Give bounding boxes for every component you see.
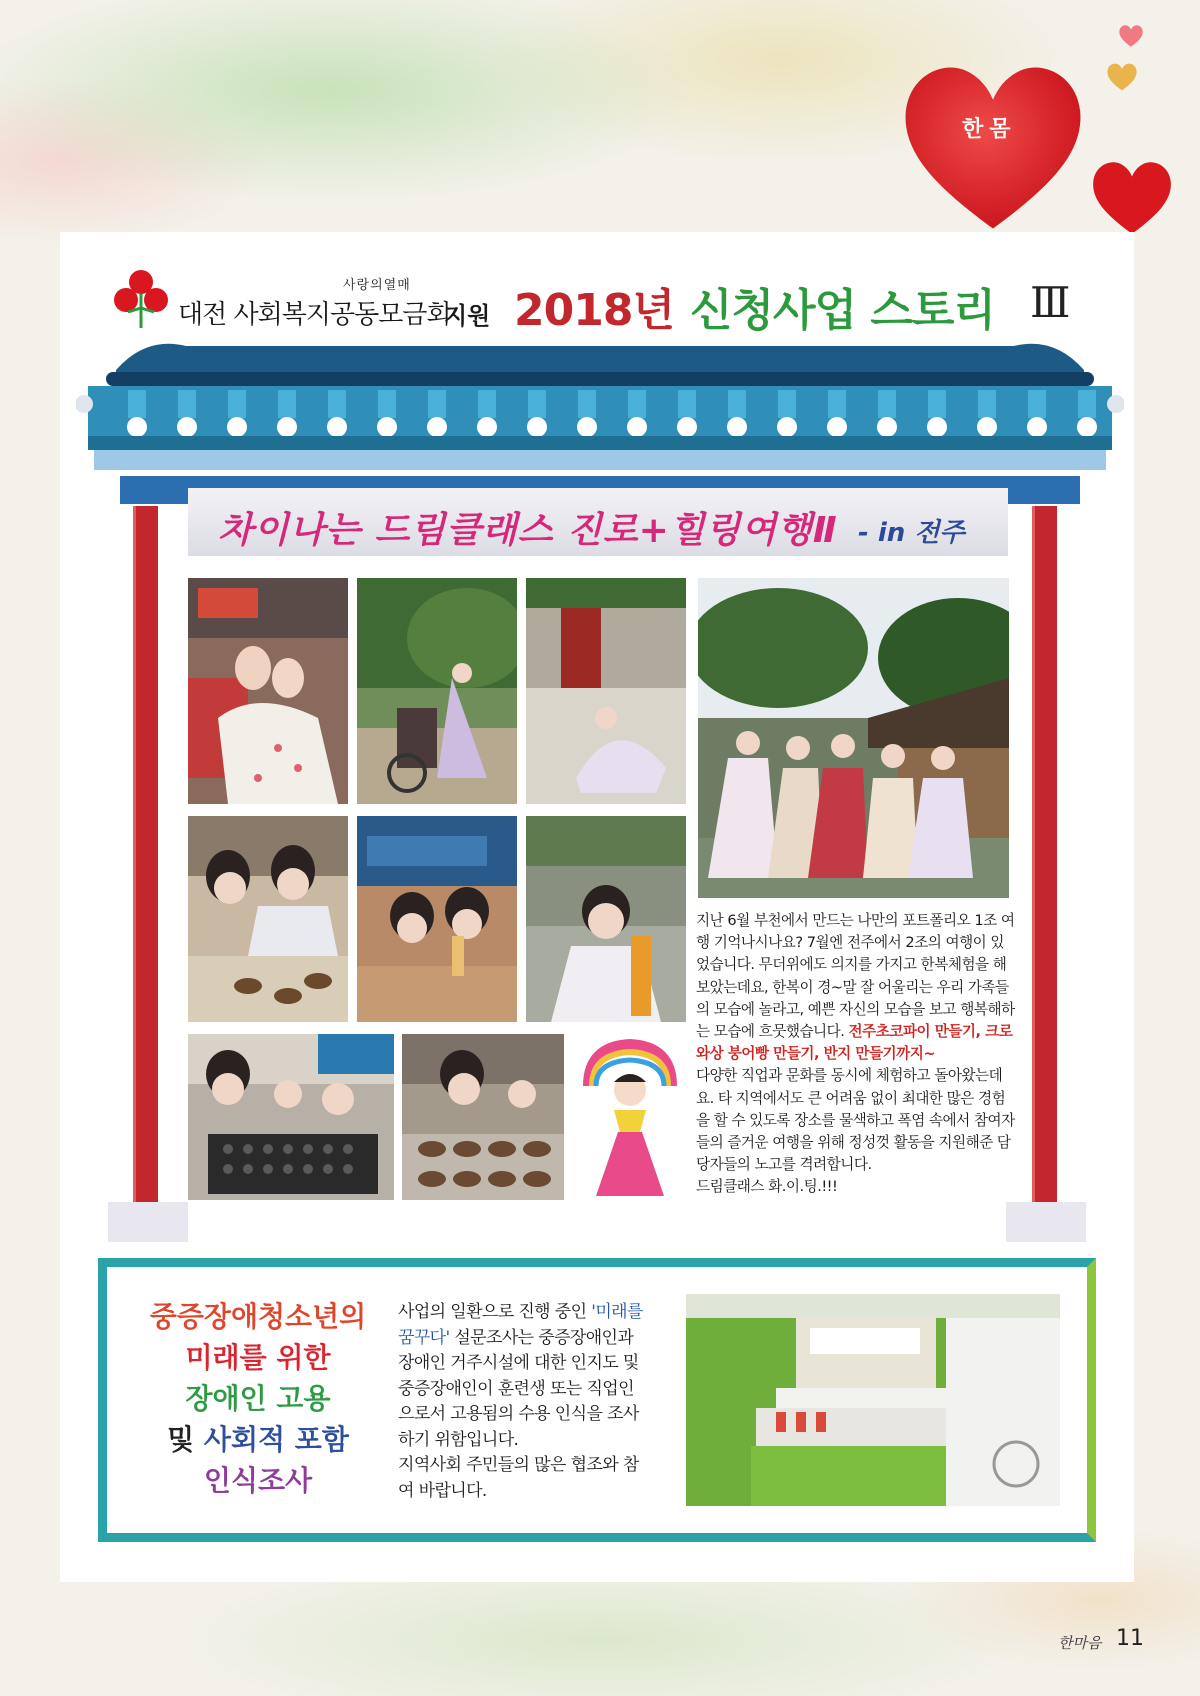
wheelchair-park-photo xyxy=(357,578,517,804)
survey-title-line-2: 미래를 위한 xyxy=(185,1341,331,1374)
title-number: Ⅲ xyxy=(1030,278,1071,327)
hanbok-pair-photo xyxy=(188,578,348,804)
tiny-heart-icon xyxy=(1118,24,1144,48)
survey-text xyxy=(398,1300,644,1504)
bungeoppang-baking-photo xyxy=(188,1034,394,1200)
left-pillar xyxy=(133,506,158,1206)
wheelchair-smile-photo xyxy=(526,816,686,1022)
fruit-of-love-logo-icon xyxy=(110,268,172,332)
support-label: 지원 xyxy=(444,302,491,330)
section-label: 한몸 xyxy=(962,117,1017,142)
summer-camp-workshop-photo xyxy=(357,816,517,1022)
left-pillar-base xyxy=(108,1202,188,1242)
choco-pie-making-photo xyxy=(188,816,348,1022)
survey-name: '미래를 꿈꾸다' xyxy=(398,1302,643,1348)
title-year: 2018년 xyxy=(514,285,674,336)
page-title: 신청사업 스토리 xyxy=(690,285,995,336)
survey-title-line-4: 및 사회적 포함 xyxy=(167,1423,349,1456)
survey-request: 지역사회 주민들의 많은 협조와 참여 바랍니다. xyxy=(398,1455,639,1501)
yellow-heart-icon xyxy=(1104,62,1140,92)
story-paragraph: 지난 6월 부천에서 만드는 나만의 포트폴리오 1조 여행 기억나시나요? 7월엔 전주에서 2조의 여행이 있었습니다. 무더위에도 의지를 가지고 한복체험을 해보았는데요, 한복이 경~말 잘 어울리는 우리 가족들의 모습에 놀라고, 예쁜 자신의 모습을 보고 행복해하는 모습에 흐뭇했습니다. 전주초코파이 만들기, 크로와상 붕어빵 만들기, 반지 만들기까지~ xyxy=(696,912,1015,1063)
heart-icon xyxy=(898,58,1088,238)
story-paragraph-2: 다양한 직업과 문화를 동시에 체험하고 돌아왔는데요. 타 지역에서도 큰 어려움 없이 최대한 많은 경험을 할 수 있도록 장소를 물색하고 폭염 속에서 참여자들의 즐거운 여행을 위해 정성껏 활동을 지원해준 담당자들의 노고를 격려합니다. xyxy=(696,1067,1015,1174)
footer-brand: 한마음 xyxy=(1058,1634,1102,1652)
right-pillar-base xyxy=(1006,1202,1086,1242)
org-tagline: 사랑의열매 xyxy=(343,278,411,293)
office-room-photo xyxy=(686,1294,1060,1506)
banner-subtitle: - in 전주 xyxy=(858,518,965,548)
page-number: 11 xyxy=(1116,1626,1144,1651)
story-text xyxy=(696,910,1016,1199)
survey-title-line-5: 인식조사 xyxy=(203,1464,313,1497)
group-hanok-photo xyxy=(698,578,1009,898)
survey-paragraph: 사업의 일환으로 진행 중인 '미래를 꿈꾸다' 설문조사는 중증장애인과 장애인 거주시설에 대한 인지도 및 중증장애인이 훈련생 또는 직업인으로서 고용됨의 수용 인식을 조사하기 위함입니다. xyxy=(398,1302,643,1450)
hanbok-illustration xyxy=(578,1036,682,1200)
hanok-gate-roof xyxy=(76,336,1124,506)
survey-title-line-3: 장애인 고용 xyxy=(185,1382,331,1415)
survey-title xyxy=(120,1296,396,1501)
survey-title-line-1: 중증장애청소년의 xyxy=(149,1300,367,1333)
small-heart-icon xyxy=(1088,158,1176,238)
palace-wall-photo xyxy=(526,578,686,804)
cookie-tray-photo xyxy=(402,1034,564,1200)
org-name: 대전 사회복지공동모금회 xyxy=(178,300,451,330)
right-pillar xyxy=(1032,506,1057,1206)
banner-title: 차이나는 드림클래스 진로+힐링여행Ⅱ xyxy=(218,510,838,551)
story-closing: 드림클래스 화.이.팅.!!! xyxy=(696,1178,838,1196)
story-highlight: 전주초코파이 만들기, 크로와상 붕어빵 만들기, 반지 만들기까지~ xyxy=(696,1023,1013,1063)
